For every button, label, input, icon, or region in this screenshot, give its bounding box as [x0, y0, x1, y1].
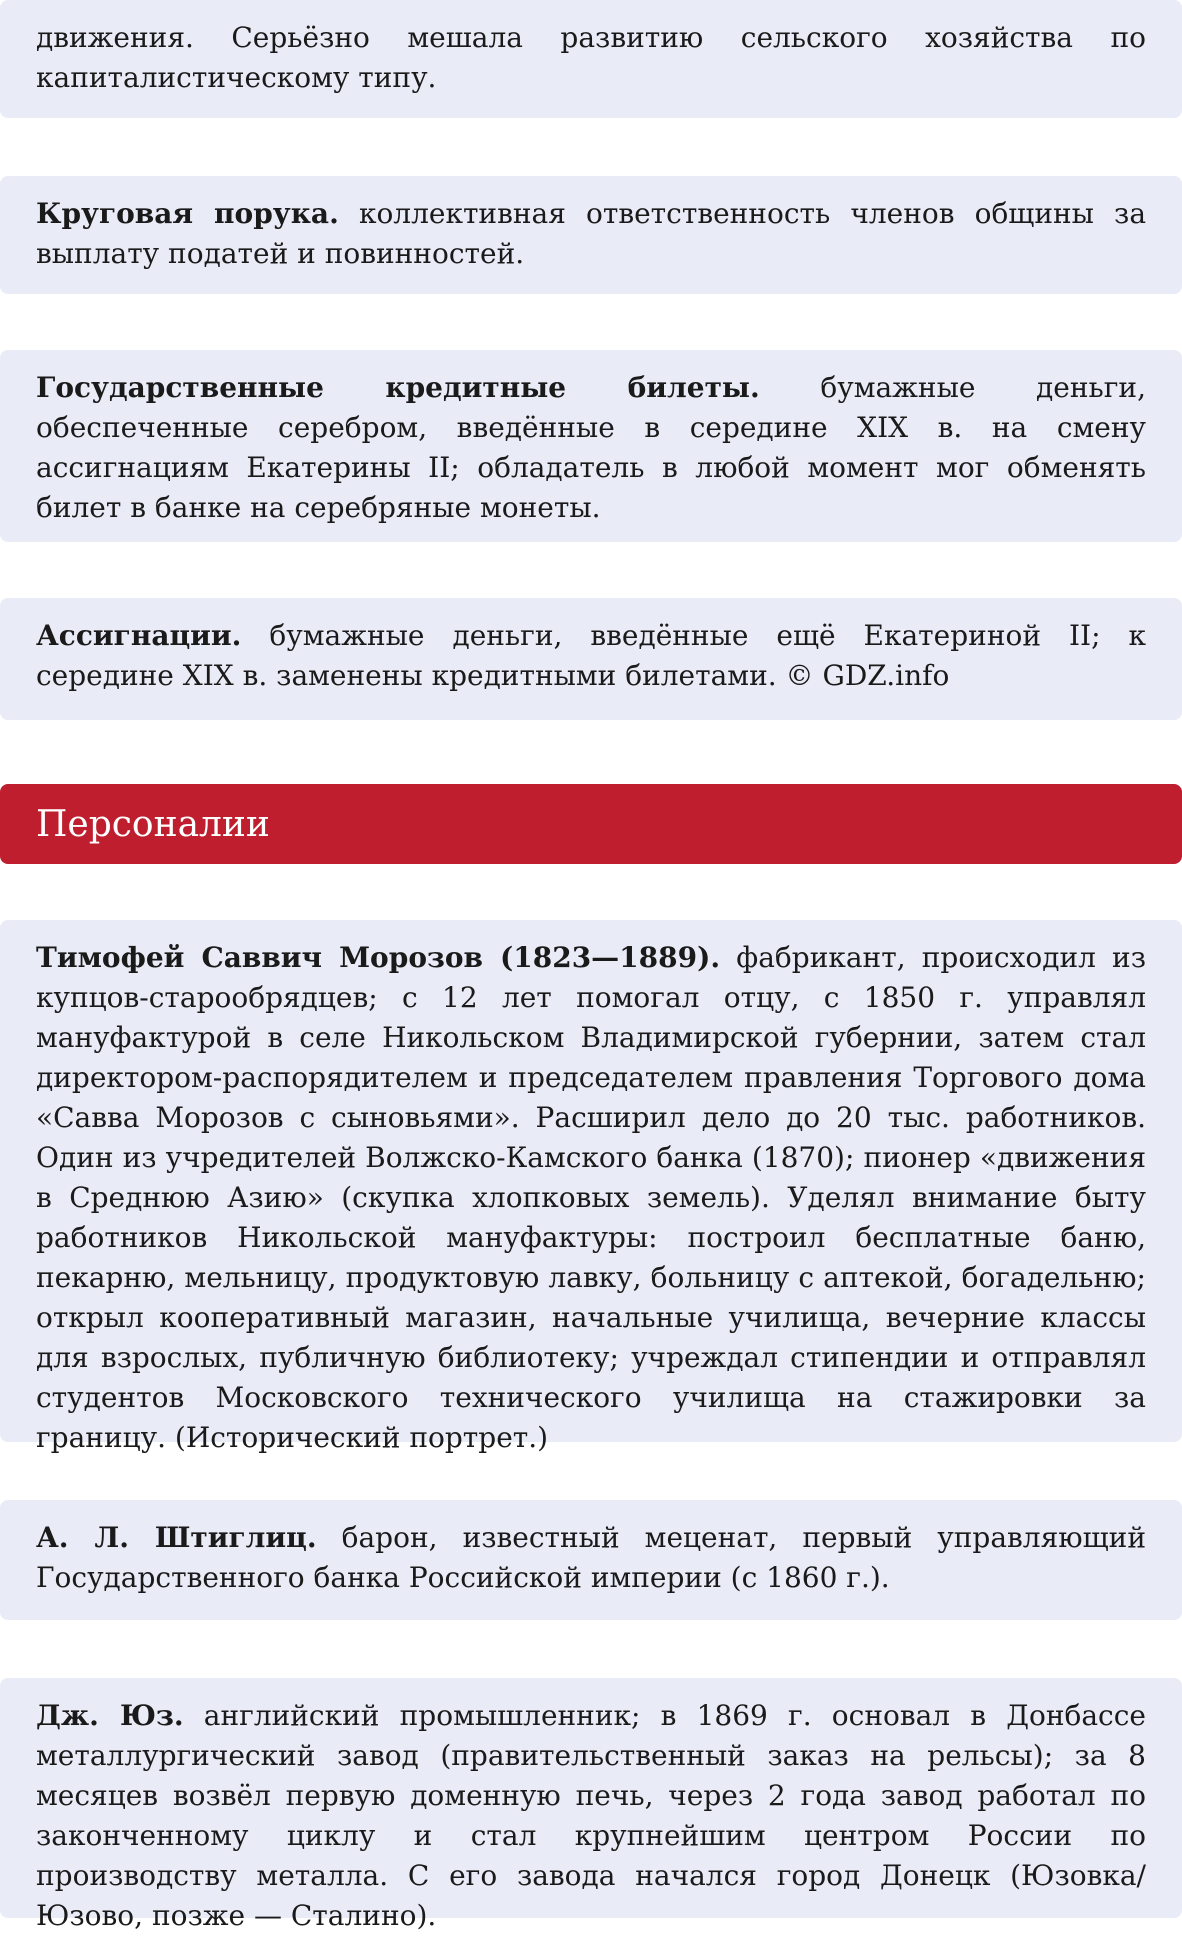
person-text: барон, известный меценат, первый управляющий Государственного банка Российской империи (с 1860 г.). — [36, 1521, 1146, 1594]
glossary-card — [0, 350, 1182, 542]
person-name: Тимофей Саввич Морозов (1823—1889). — [36, 941, 721, 974]
person-card — [0, 920, 1182, 1454]
person-card — [0, 1678, 1182, 1932]
glossary-definition — [36, 18, 1146, 98]
glossary-entry — [36, 368, 1146, 528]
glossary-term: Круговая порука. — [36, 197, 339, 230]
glossary-card — [0, 598, 1182, 720]
person-entry — [36, 938, 1146, 1458]
person-text: английский промышленник; в 1869 г. основал в Донбассе металлургический завод (правительственный заказ на рельсы); за 8 месяцев возвёл первую доменную печь, через 2 года завод работал по законченному циклу и стал крупнейшим центром России по производству металла. С его завода начался город Донецк (Юзовка/Юзово, позже — Сталино). — [36, 1699, 1146, 1932]
glossary-card — [0, 0, 1182, 118]
glossary-term: Ассигнации. — [36, 619, 242, 652]
glossary-definition-text: коллективная ответственность членов общины за выплату податей и повинностей. — [36, 197, 1147, 270]
person-card — [0, 1500, 1182, 1620]
glossary-definition-text: движения. Серьёзно мешала развитию сельского хозяйства по капиталистическому типу. — [36, 21, 1146, 94]
glossary-entry — [36, 194, 1146, 274]
person-name: А. Л. Штиглиц. — [36, 1521, 317, 1554]
glossary-term: Государственные кредитные билеты. — [36, 371, 760, 404]
section-title: Персоналии — [36, 803, 270, 845]
person-entry — [36, 1518, 1146, 1598]
person-entry — [36, 1696, 1146, 1936]
glossary-definition-text: бумажные деньги, обеспеченные серебром, введённые в середине XIX в. на смену ассигнациям Екатерины II; обладатель в любой момент мог обменять билет в банке на серебряные монеты. — [36, 371, 1146, 524]
section-header — [0, 784, 1182, 864]
glossary-definition-text: бумажные деньги, введённые ещё Екатериной II; к середине XIX в. заменены кредитными билетами. © GDZ.info — [36, 619, 1146, 692]
person-text: фабрикант, происходил из купцов-старообрядцев; с 12 лет помогал отцу, с 1850 г. управлял мануфактурой в селе Никольском Владимирской губернии, затем стал директором-распорядителем и председателем правления Торгового дома «Савва Морозов с сыновьями». Расширил дело до 20 тыс. работников. Один из учредителей Волжско-Камского банка (1870); пионер «движения в Среднюю Азию» (скупка хлопковых земель). Уделял внимание быту работников Никольской мануфактуры: построил бесплатные баню, пекарню, мельницу, продуктовую лавку, больницу с аптекой, богадельню; открыл кооперативный магазин, начальные училища, вечерние классы для взрослых, публичную библиотеку; учреждал стипендии и отправлял студентов Московского технического училища на стажировки за границу. (Исторический портрет.) — [36, 941, 1146, 1454]
person-name: Дж. Юз. — [36, 1699, 184, 1732]
glossary-card — [0, 176, 1182, 294]
glossary-entry — [36, 616, 1146, 696]
